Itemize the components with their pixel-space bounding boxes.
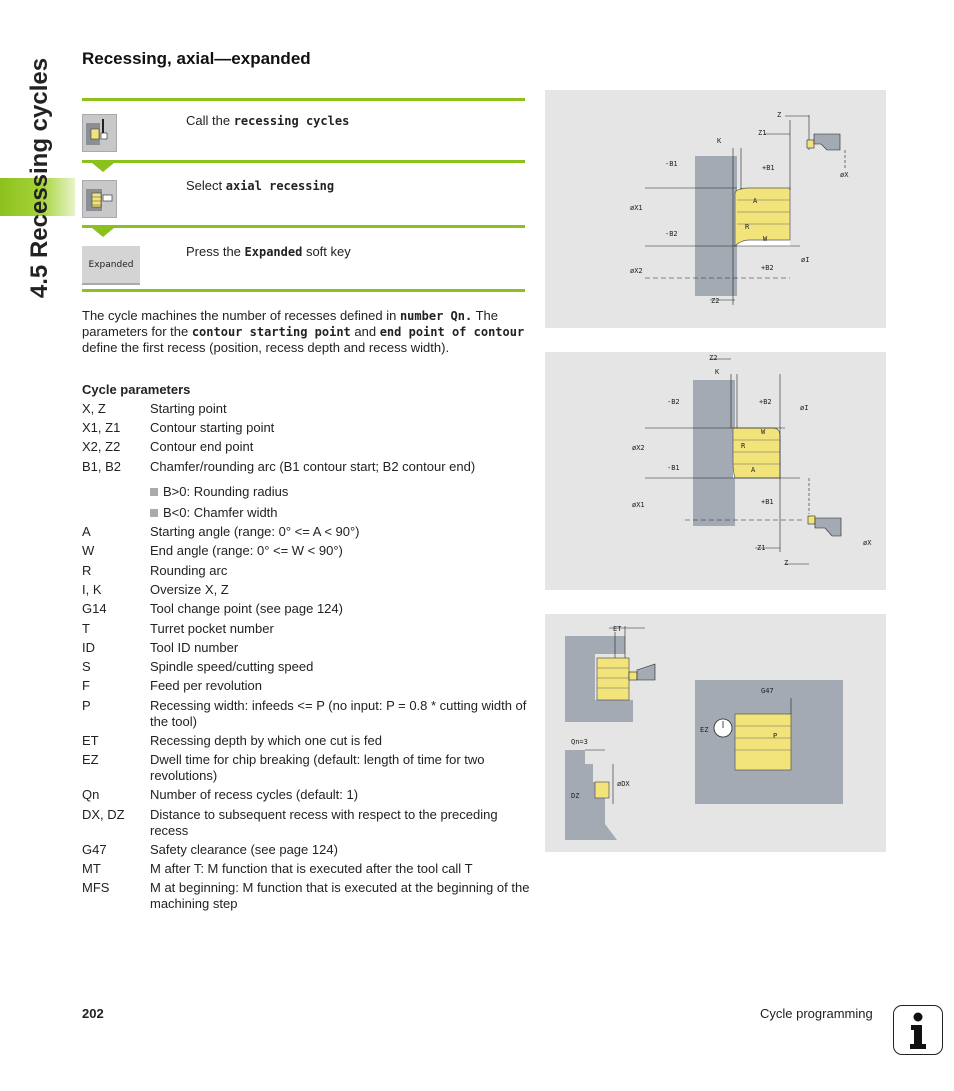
step-1-text: Call the recessing cycles bbox=[186, 113, 350, 128]
workpiece bbox=[695, 156, 737, 296]
svg-text:R: R bbox=[745, 223, 750, 231]
info-icon bbox=[893, 1005, 943, 1055]
workpiece bbox=[693, 380, 735, 526]
recessing-cycles-icon bbox=[82, 114, 117, 152]
footer-chapter-label: Cycle programming bbox=[760, 1006, 873, 1021]
svg-text:A: A bbox=[751, 466, 756, 474]
figure-3-diagram bbox=[545, 614, 886, 852]
svg-text:øI: øI bbox=[801, 256, 810, 264]
intro-paragraph: The cycle machines the number of recesses defined in number Qn. The parameters for the contour starting point and end point of contour define the first recess (position, recess depth and recess width). bbox=[82, 308, 525, 355]
bullet-item: B<0: Chamfer width bbox=[150, 505, 278, 520]
tool-holder bbox=[814, 134, 840, 150]
svg-text:Z1: Z1 bbox=[757, 544, 766, 552]
bullet-icon bbox=[150, 488, 158, 496]
svg-text:Qn=3: Qn=3 bbox=[571, 738, 588, 746]
svg-text:øDX: øDX bbox=[617, 780, 630, 788]
svg-text:W: W bbox=[763, 235, 768, 243]
svg-text:-B1: -B1 bbox=[665, 160, 678, 168]
svg-text:Z2: Z2 bbox=[711, 297, 720, 305]
svg-text:K: K bbox=[717, 137, 722, 145]
svg-text:ET: ET bbox=[613, 625, 622, 633]
svg-text:EZ: EZ bbox=[700, 726, 709, 734]
tool-insert bbox=[807, 140, 814, 148]
tool-holder bbox=[637, 664, 655, 680]
recess-fill bbox=[733, 428, 780, 478]
svg-text:+B1: +B1 bbox=[762, 164, 775, 172]
svg-text:øI: øI bbox=[800, 404, 809, 412]
svg-text:P: P bbox=[773, 732, 778, 740]
bullet-item: B>0: Rounding radius bbox=[150, 484, 288, 499]
svg-text:Z: Z bbox=[777, 111, 782, 119]
tool-holder bbox=[815, 518, 841, 536]
svg-text:Z: Z bbox=[784, 559, 789, 567]
recess-fill bbox=[597, 658, 629, 700]
figure-1-diagram bbox=[545, 90, 886, 328]
svg-text:-B2: -B2 bbox=[667, 398, 680, 406]
svg-text:R: R bbox=[741, 442, 746, 450]
svg-text:DZ: DZ bbox=[571, 792, 580, 800]
svg-text:øX1: øX1 bbox=[632, 501, 645, 509]
step-divider bbox=[82, 289, 525, 292]
chapter-title: 4.5 Recessing cycles bbox=[26, 57, 53, 299]
bullet-icon bbox=[150, 509, 158, 517]
page-number: 202 bbox=[82, 1006, 104, 1021]
svg-text:+B2: +B2 bbox=[759, 398, 772, 406]
step-divider bbox=[82, 225, 525, 228]
svg-text:K: K bbox=[715, 368, 720, 376]
svg-text:-B2: -B2 bbox=[665, 230, 678, 238]
recess-fill-small bbox=[595, 782, 609, 798]
tool-insert bbox=[629, 672, 637, 680]
step-arrow-icon bbox=[92, 228, 114, 237]
svg-text:Z1: Z1 bbox=[758, 129, 767, 137]
step-3-text: Press the Expanded soft key bbox=[186, 244, 351, 259]
step-divider bbox=[82, 98, 525, 101]
tool-insert bbox=[808, 516, 815, 524]
svg-text:+B2: +B2 bbox=[761, 264, 774, 272]
svg-text:øX2: øX2 bbox=[630, 267, 643, 275]
figure-2-diagram bbox=[545, 352, 886, 590]
params-heading: Cycle parameters bbox=[82, 382, 191, 397]
svg-text:G47: G47 bbox=[761, 687, 774, 695]
svg-text:øX2: øX2 bbox=[632, 444, 645, 452]
svg-text:-B1: -B1 bbox=[667, 464, 680, 472]
recess-fill-right bbox=[735, 714, 791, 770]
svg-text:Z2: Z2 bbox=[709, 354, 718, 362]
step-divider bbox=[82, 160, 525, 163]
svg-text:A: A bbox=[753, 197, 758, 205]
step-2-text: Select axial recessing bbox=[186, 178, 335, 193]
expanded-softkey[interactable]: Expanded bbox=[82, 246, 140, 285]
step-arrow-icon bbox=[92, 163, 114, 172]
svg-text:øX: øX bbox=[863, 539, 872, 547]
axial-recessing-icon bbox=[82, 180, 117, 218]
svg-text:øX: øX bbox=[840, 171, 849, 179]
svg-text:+B1: +B1 bbox=[761, 498, 774, 506]
svg-text:øX1: øX1 bbox=[630, 204, 643, 212]
svg-text:W: W bbox=[761, 428, 766, 436]
page-title: Recessing, axial—expanded bbox=[82, 49, 311, 68]
